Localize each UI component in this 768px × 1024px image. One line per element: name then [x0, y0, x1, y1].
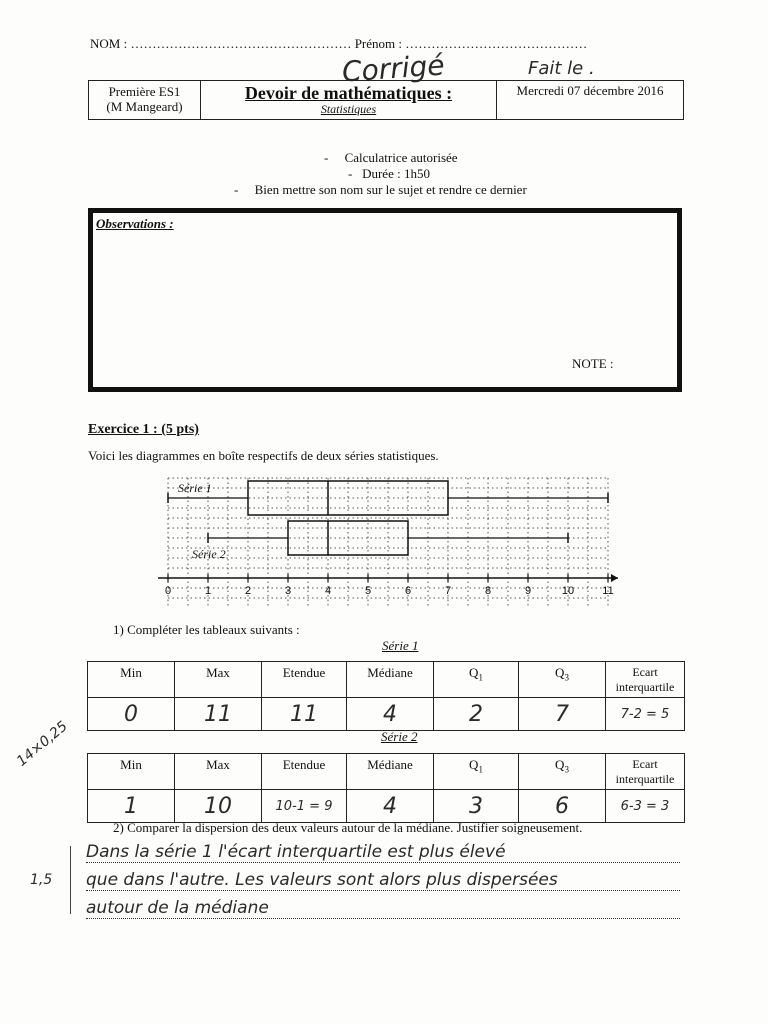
teacher-name: (M Mangeard): [106, 99, 183, 114]
serie-2-table: [87, 753, 685, 823]
header-ecart: Ecart interquartile: [606, 754, 685, 790]
instruction-bullet: -: [324, 150, 329, 165]
date-cell: Mercredi 07 décembre 2016: [516, 83, 664, 98]
answer-text-1: Dans la série 1 l'écart interquartile est plus élevé: [86, 842, 506, 862]
x-tick-label: 4: [324, 585, 332, 597]
x-tick-label: 2: [244, 585, 252, 597]
x-tick-label: 3: [284, 585, 292, 597]
serie-2-min[interactable]: 1: [88, 790, 175, 823]
margin-points: 1,5: [30, 872, 53, 888]
instruction-text: Bien mettre son nom sur le sujet et rendre ce dernier: [254, 182, 527, 197]
instruction-1: [324, 150, 458, 166]
x-tick-label: 9: [524, 585, 532, 597]
header-q3: $Q_3$: [519, 754, 606, 790]
x-tick-label: 7: [444, 585, 452, 597]
question-2: 2) Comparer la dispersion des deux valeurs autour de la médiane. Justifier soigneusement.: [113, 820, 583, 835]
table-row: [88, 698, 685, 731]
instruction-3: [234, 182, 527, 198]
series-label: Série 2: [192, 547, 226, 561]
serie-2-mediane[interactable]: 4: [347, 790, 434, 823]
header-mediane: Médiane: [347, 754, 434, 790]
instruction-text: Durée : 1h50: [362, 166, 430, 181]
serie-2-etendue[interactable]: 10-1 = 9: [262, 790, 347, 823]
header-q1: $Q_1$: [434, 662, 519, 698]
serie-1-q1[interactable]: 2: [434, 698, 519, 731]
serie-1-min[interactable]: 0: [88, 698, 175, 731]
header-q3: $Q_3$: [519, 662, 606, 698]
x-axis-arrow: [611, 574, 618, 582]
serie-2-q1[interactable]: 3: [434, 790, 519, 823]
instruction-text: Calculatrice autorisée: [344, 150, 458, 165]
boxplot-chart: [150, 472, 620, 612]
serie-2-caption: Série 2: [381, 729, 418, 744]
nom-field[interactable]: ……………………………………………: [130, 36, 352, 51]
exercise-1-intro: Voici les diagrammes en boîte respectifs de deux séries statistiques.: [88, 448, 439, 463]
class-name: Première ES1: [108, 84, 181, 99]
title-box: [88, 80, 684, 120]
answer-text-2: que dans l'autre. Les valeurs sont alors plus dispersées: [86, 870, 558, 890]
answer-text-3: autour de la médiane: [86, 898, 269, 918]
corrige-annotation: Corrigé: [340, 48, 446, 89]
header-max: Max: [175, 662, 262, 698]
x-tick-label: 10: [561, 585, 575, 597]
serie-1-ecart[interactable]: 7-2 = 5: [606, 698, 685, 731]
table-row: [88, 790, 685, 823]
table-header-row: [88, 662, 685, 698]
x-axis: [158, 574, 618, 597]
header-mediane: Médiane: [347, 662, 434, 698]
header-q1: $Q_1$: [434, 754, 519, 790]
serie-1-mediane[interactable]: 4: [347, 698, 434, 731]
note-label: NOTE :: [572, 356, 614, 371]
page-subtitle: Statistiques: [320, 102, 377, 116]
serie-1-max[interactable]: 11: [175, 698, 262, 731]
instruction-bullet: -: [234, 182, 239, 197]
margin-bracket: [70, 846, 71, 914]
observations-label: Observations :: [96, 216, 174, 231]
x-tick-label: 5: [364, 585, 372, 597]
nom-label: NOM :: [90, 36, 128, 51]
header-ecart: Ecart interquartile: [606, 662, 685, 698]
serie-1-table: [87, 661, 685, 731]
header-min: Min: [88, 754, 175, 790]
chart-grid: [168, 478, 608, 606]
x-tick-label: 1: [204, 585, 212, 597]
header-max: Max: [175, 754, 262, 790]
name-line: [90, 36, 587, 52]
x-tick-label: 8: [484, 585, 492, 597]
margin-score: 14×0,25: [13, 718, 71, 770]
class-cell: [89, 81, 201, 119]
instruction-bullet: -: [348, 166, 353, 181]
page-title: Devoir de mathématiques :: [244, 83, 453, 103]
x-tick-label: 6: [404, 585, 412, 597]
title-cell: [201, 81, 497, 119]
series-label: Série 1: [178, 481, 212, 495]
serie-1-etendue[interactable]: 11: [262, 698, 347, 731]
prenom-label: Prénom :: [354, 36, 403, 51]
serie-1-q3[interactable]: 7: [519, 698, 606, 731]
prenom-field[interactable]: ……………………………………: [405, 36, 588, 51]
exercise-1-title: Exercice 1 : (5 pts): [88, 422, 199, 437]
x-tick-label: 11: [602, 585, 614, 597]
serie-2-ecart[interactable]: 6-3 = 3: [606, 790, 685, 823]
table-header-row: [88, 754, 685, 790]
question-1: 1) Compléter les tableaux suivants :: [113, 622, 300, 637]
header-min: Min: [88, 662, 175, 698]
header-etendue: Etendue: [262, 662, 347, 698]
header-etendue: Etendue: [262, 754, 347, 790]
serie-2-max[interactable]: 10: [175, 790, 262, 823]
fait-le-annotation: Fait le .: [528, 58, 595, 79]
serie-1-caption: Série 1: [382, 638, 419, 653]
serie-2-q3[interactable]: 6: [519, 790, 606, 823]
x-tick-label: 0: [164, 585, 172, 597]
instruction-2: [348, 166, 430, 182]
